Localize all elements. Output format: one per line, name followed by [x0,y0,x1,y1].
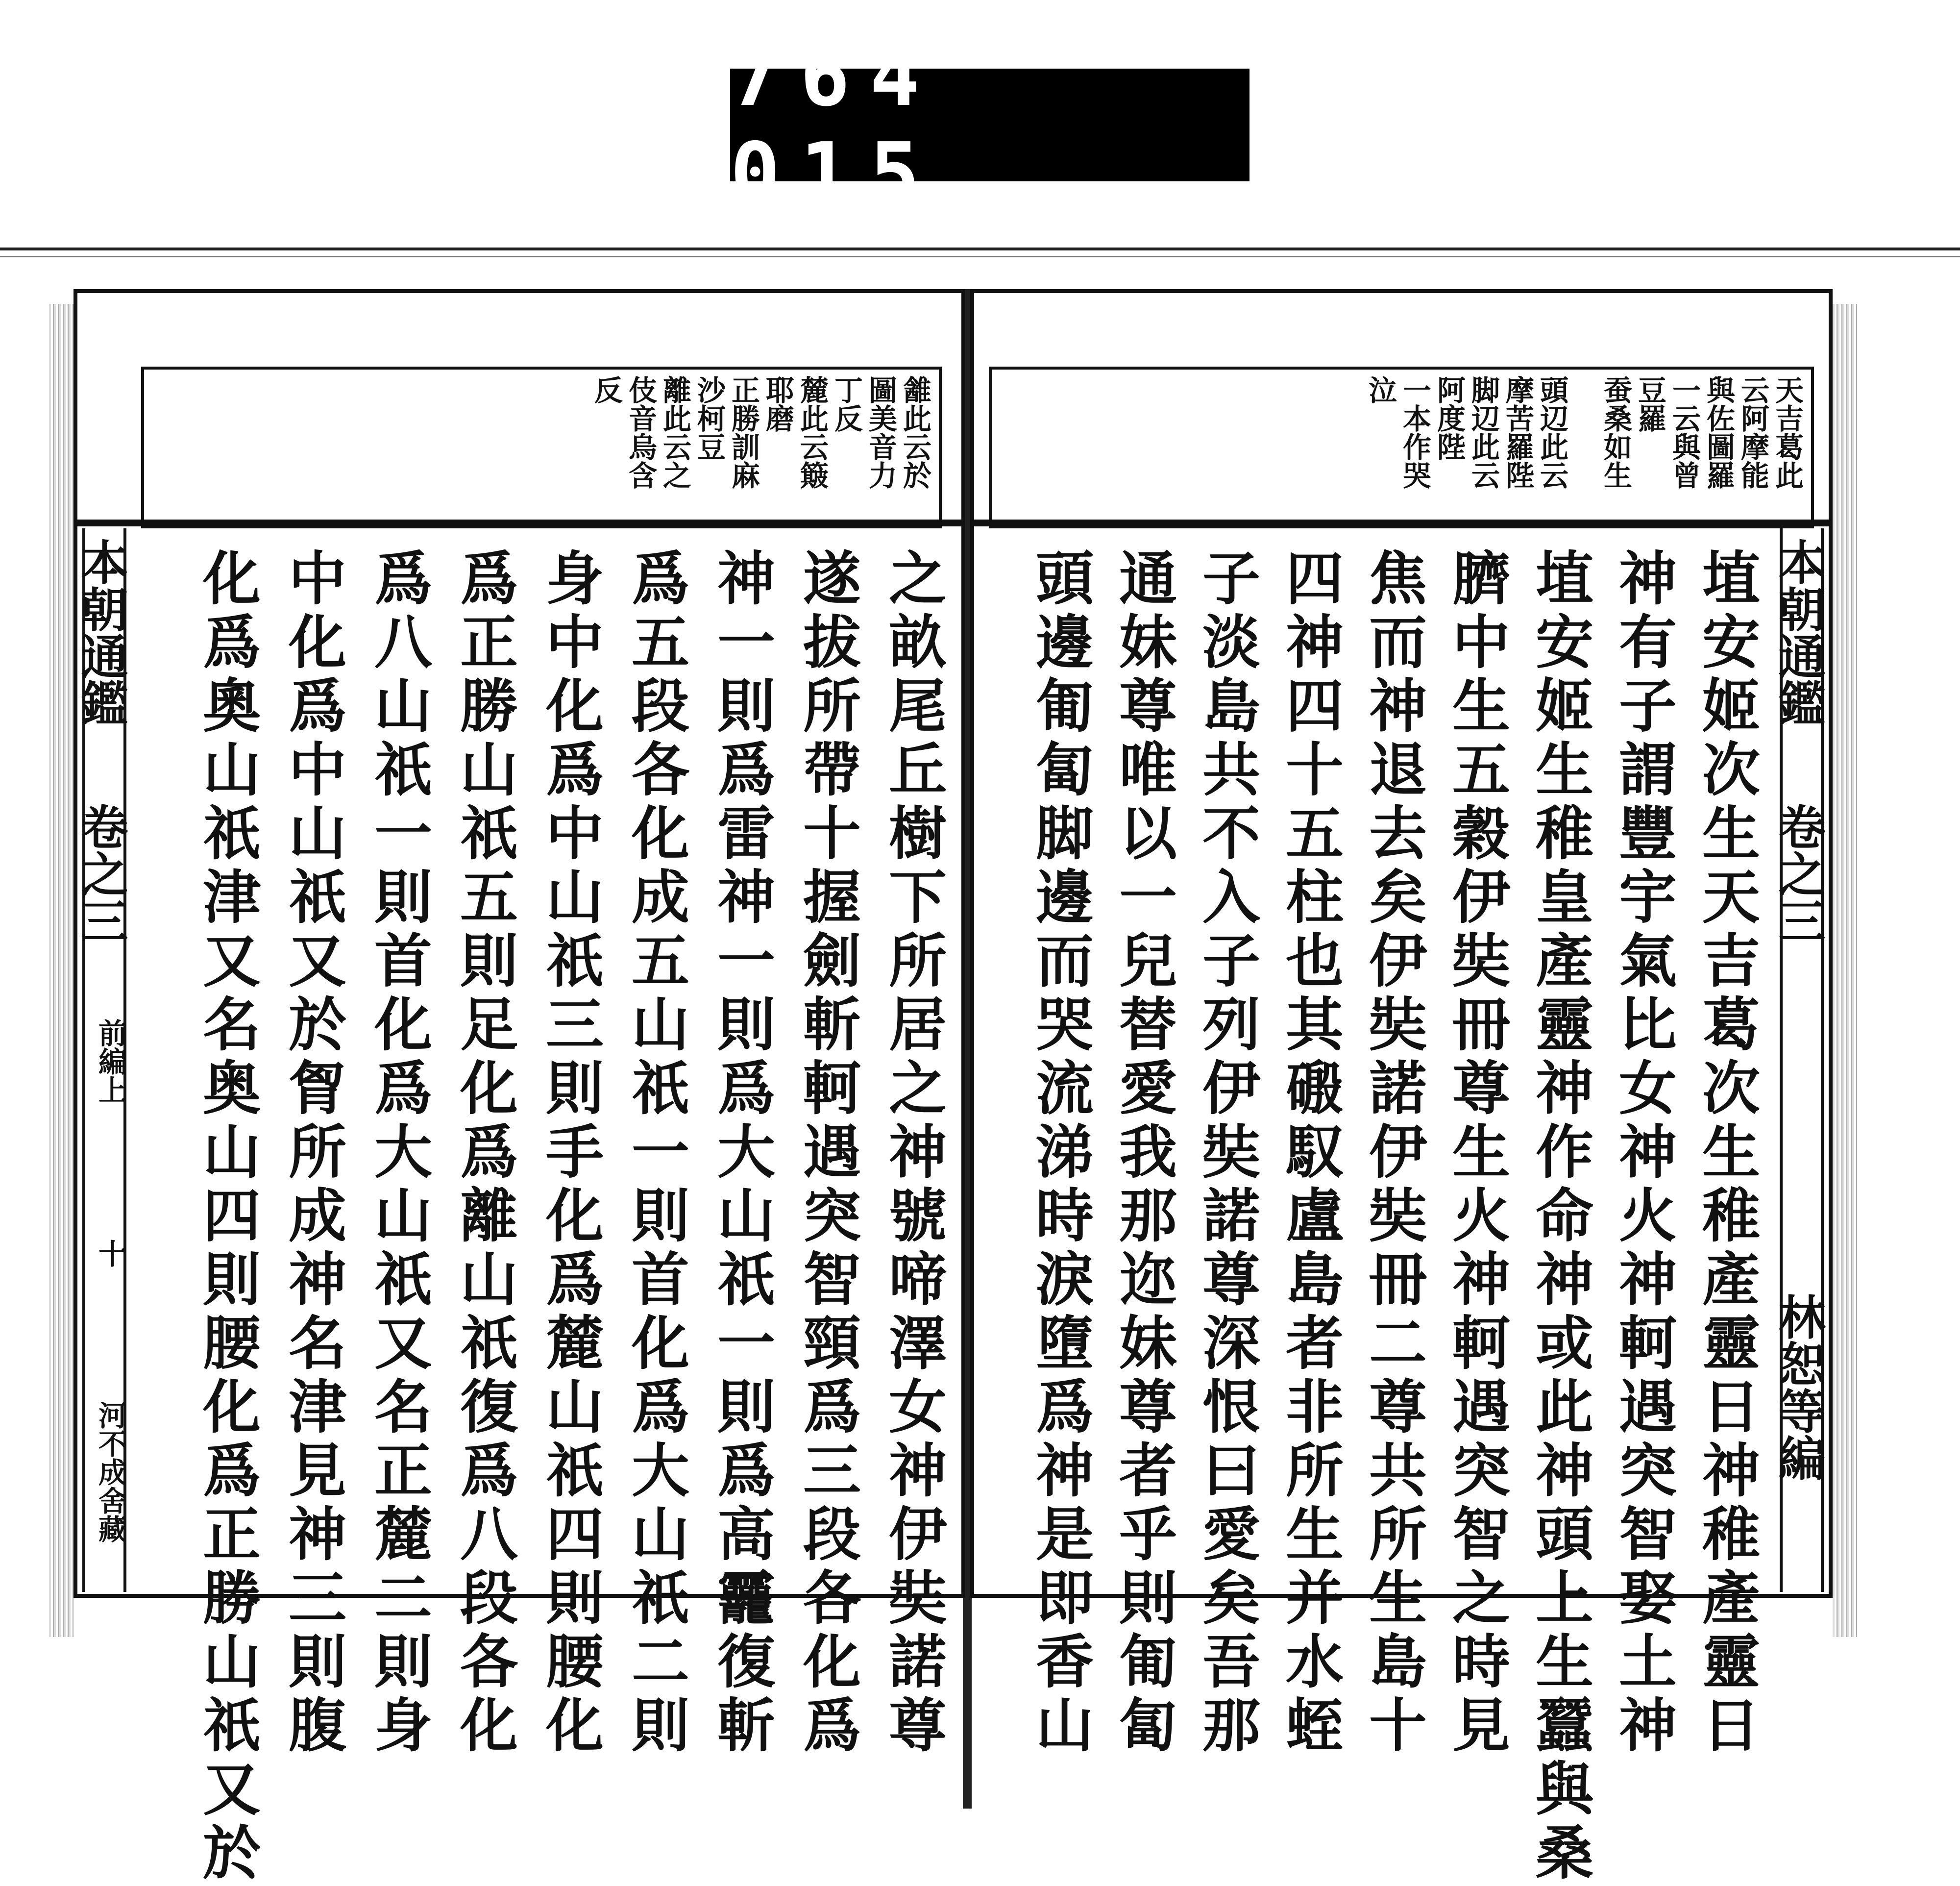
right-annotation-box [989,367,1814,528]
note-column: 云阿摩能 [1736,375,1769,489]
left-divider [77,520,961,526]
note-column: 摩苦羅陛 [1501,375,1534,489]
text-column: 爲五段各化成五山祇一則首化爲大山祇二則 [622,548,690,1759]
text-column: 中化爲中山祇又於胷所成神名津見神三則腹 [279,548,347,1759]
note-column: 頭辺此云 [1535,375,1568,489]
text-column: 四神四十五柱也其磤馭盧島者非所生并水蛭 [1276,548,1344,1759]
note-column: 反 [589,375,623,404]
margin-page-number: 十 [94,1239,127,1267]
note-column: 天吉葛此 [1770,375,1804,489]
margin-title: 本朝通鑑 [74,538,129,726]
text-column: 頭邊匍匐脚邊而哭流涕時淚墮爲神是即香山 [1026,548,1094,1759]
note-column: 伎音烏含 [624,375,657,489]
margin-author: 林恕等編 [1771,1293,1826,1481]
note-column: 耶磨 [761,375,794,432]
text-column: 埴安姬次生天吉葛次生稚產靈日神稚產靈日 [1692,548,1761,1759]
note-column: 與佐圖羅 [1702,375,1735,489]
text-column: 臍中生五穀伊奘冊尊生火神軻遇突智之時見 [1443,548,1511,1759]
left-margin-strip [74,528,129,1592]
left-annotation-box [141,367,942,528]
text-column: 遂拔所帶十握劍斬軻遇突智頸爲三段各化爲 [793,548,861,1759]
text-column: 化爲奧山祇津又名奥山四則腰化爲正勝山祇又於 [193,548,261,1886]
note-column: 一云與曾 [1667,375,1701,489]
note-column: 正勝訓麻 [727,375,760,489]
note-column: 蚕桑如生 [1599,375,1632,489]
text-column: 之畝尾丘樹下所居之神號啼澤女神伊奘諾尊 [879,548,947,1759]
note-column: 圖美音力 [864,375,897,489]
note-column: 麓此云簸 [795,375,829,489]
note-column: 一本作哭 [1398,375,1431,489]
top-rule-secondary [0,256,1960,257]
text-column: 神有子謂豐宇氣比女神火神軻遇突智娶土神 [1609,548,1677,1759]
top-rule [0,248,1960,250]
text-column: 爲正勝山祇五則足化爲離山祇復爲八段各化 [450,548,518,1759]
text-column: 子淡島共不入子列伊奘諾尊深恨曰愛矣吾那 [1193,548,1261,1759]
text-column: 身中化爲中山祇三則手化爲麓山祇四則腰化 [536,548,604,1759]
note-column: 脚辺此云 [1467,375,1500,489]
note-column: 䨄此云於 [898,375,931,489]
text-column: 神一則爲雷神一則爲大山祇一則爲高龗復斬 [708,548,776,1759]
text-column: 焦而神退去矣伊奘諾伊奘冊二尊共所生島十 [1359,548,1427,1759]
note-column: 沙柯豆 [692,375,726,461]
film-label [730,28,1250,222]
note-column: 豆羅 [1633,375,1666,432]
note-column: 泣 [1364,375,1397,404]
margin-volume: 卷之三 [1771,803,1826,944]
right-margin-strip [1771,528,1826,1592]
right-divider [974,520,1829,526]
text-column: 爲八山祇一則首化爲大山祇又名正麓二則身 [365,548,433,1759]
margin-title: 本朝通鑑 [1771,538,1826,726]
margin-volume: 卷之三 [74,803,129,944]
film-label-text: 764 015. [730,28,1009,222]
book-edge-left [49,304,74,1637]
right-page [970,289,1833,1886]
text-column: 埴安姬生稚皇產靈神作命神或此神頭上生蠶與桑 [1526,548,1594,1886]
book-edge-right [1833,304,1857,1637]
note-column: 丁反 [830,375,863,432]
left-page [74,289,965,1886]
note-column: 阿度陛 [1432,375,1466,461]
note-column: 離此云之 [658,375,691,489]
margin-section: 前編上 [94,1018,127,1104]
margin-publisher: 河不成舍藏 [94,1401,127,1543]
text-column: 通妹尊唯以一兒替愛我那迩妹尊者乎則匍匐 [1109,548,1177,1759]
